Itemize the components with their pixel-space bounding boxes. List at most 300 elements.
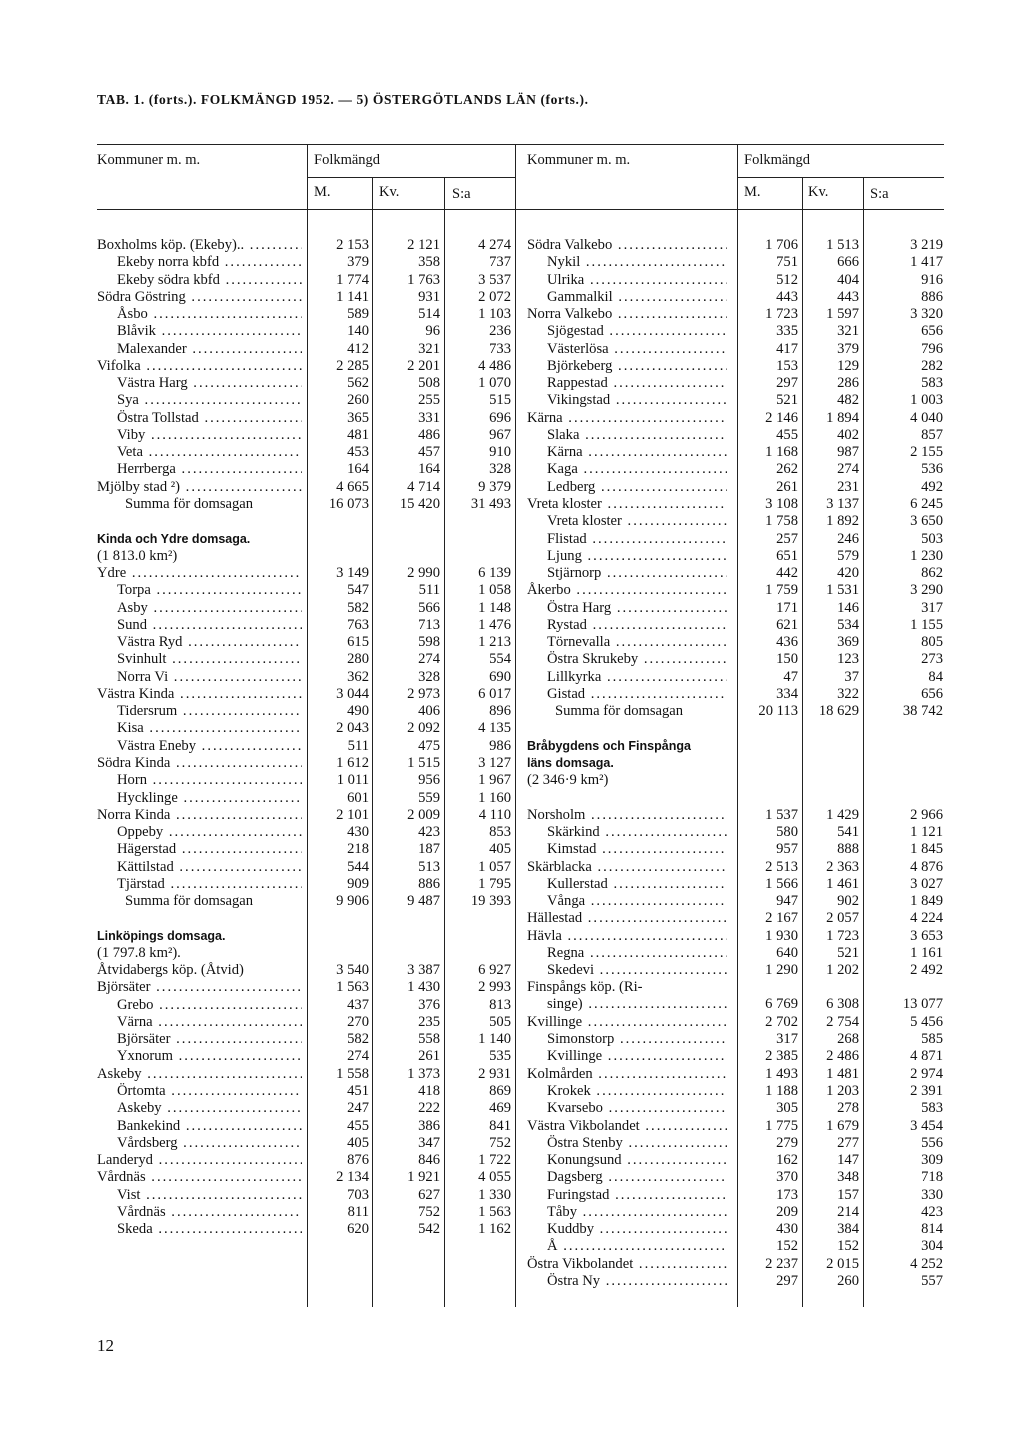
value-men: 4 665 — [336, 478, 369, 495]
value-men: 521 — [776, 392, 798, 409]
value-total: 503 — [921, 530, 943, 547]
table-row — [97, 444, 519, 461]
table-row — [527, 1169, 949, 1186]
value-women: 18 629 — [818, 703, 859, 720]
table-row — [527, 1118, 949, 1135]
table-row — [527, 1031, 949, 1048]
municipality-name: Björsäter ..... — [97, 979, 302, 996]
value-women: 152 — [837, 1238, 859, 1255]
value-women: 846 — [418, 1152, 440, 1169]
value-total: 1 103 — [478, 306, 511, 323]
table-row — [97, 738, 519, 755]
header-top-rule — [97, 144, 944, 145]
value-men: 620 — [347, 1221, 369, 1238]
municipality-name: Kuddby ..... — [547, 1221, 727, 1238]
value-total: 6 139 — [478, 565, 511, 582]
value-women: 358 — [418, 254, 440, 271]
value-men: 1 759 — [765, 582, 798, 599]
municipality-name: Mjölby stad ²) ..... — [97, 479, 302, 496]
value-women: 2 754 — [826, 1013, 859, 1030]
municipality-name: Norra Vi ..... — [117, 669, 302, 686]
municipality-name: Värna ..... — [117, 1014, 302, 1031]
value-total: 4 252 — [910, 1255, 943, 1272]
table-row — [527, 979, 949, 1014]
municipality-name: Vårdnäs ..... — [117, 1204, 302, 1221]
value-men: 2 513 — [765, 858, 798, 875]
header-folkmangd-left: Folkmängd — [314, 152, 381, 168]
value-men: 2 237 — [765, 1255, 798, 1272]
municipality-name: Södra Kinda ..... — [97, 755, 302, 772]
municipality-name: Björsäter ..... — [117, 1031, 302, 1048]
value-men: 305 — [776, 1100, 798, 1117]
value-women: 2 486 — [826, 1048, 859, 1065]
table-row — [527, 1152, 949, 1169]
table-row — [97, 928, 519, 945]
value-total: 1 563 — [478, 1203, 511, 1220]
section-heading: Kinda och Ydre domsaga. — [97, 531, 251, 546]
table-row — [527, 531, 949, 548]
table-row — [97, 1204, 519, 1221]
header-m-left: M. — [314, 184, 331, 200]
table-row — [97, 1100, 519, 1117]
municipality-name: Ledberg ..... — [547, 479, 727, 496]
value-total: 752 — [489, 1134, 511, 1151]
municipality-name: Södra Valkebo ..... — [527, 237, 727, 254]
municipality-name: Simonstorp ..... — [547, 1031, 727, 1048]
value-women: 129 — [837, 357, 859, 374]
table-row — [527, 513, 949, 530]
municipality-name: Kärna ..... — [547, 444, 727, 461]
value-men: 162 — [776, 1152, 798, 1169]
value-total: 4 274 — [478, 237, 511, 253]
municipality-name: Åkerbo ..... — [527, 582, 727, 599]
value-men: 621 — [776, 616, 798, 633]
value-men: 763 — [347, 616, 369, 633]
table-row — [527, 1135, 949, 1152]
value-women: 328 — [418, 668, 440, 685]
municipality-name: Krokek ..... — [547, 1083, 727, 1100]
value-total: 19 393 — [470, 893, 511, 910]
municipality-name: Åtvidabergs köp. (Åtvid) — [97, 962, 244, 979]
value-total: 814 — [921, 1221, 943, 1238]
municipality-name: Slaka ..... — [547, 427, 727, 444]
value-women: 384 — [837, 1221, 859, 1238]
municipality-name: Ulrika ..... — [547, 272, 727, 289]
value-total: 515 — [489, 392, 511, 409]
value-total: 304 — [921, 1238, 943, 1255]
value-women: 987 — [837, 444, 859, 461]
value-women: 1 921 — [407, 1169, 440, 1186]
value-total: 1 330 — [478, 1186, 511, 1203]
value-men: 365 — [347, 409, 369, 426]
value-men: 512 — [776, 271, 798, 288]
value-total: 2 391 — [910, 1083, 943, 1100]
value-women: 2 990 — [407, 565, 440, 582]
value-total: 2 966 — [910, 806, 943, 823]
value-total: 733 — [489, 340, 511, 357]
municipality-name: Södra Göstring ..... — [97, 289, 302, 306]
value-men: 1 612 — [336, 754, 369, 771]
value-men: 218 — [347, 841, 369, 858]
municipality-name: Torpa ..... — [117, 582, 302, 599]
municipality-name: Vist ..... — [117, 1187, 302, 1204]
value-women: 286 — [837, 375, 859, 392]
municipality-name: Regna ..... — [547, 945, 727, 962]
municipality-name: Landeryd ..... — [97, 1152, 302, 1169]
municipality-name: Asby ..... — [117, 600, 302, 617]
header-kommuner-right: Kommuner m. m. — [527, 152, 631, 168]
value-men: 547 — [347, 582, 369, 599]
municipality-name: Västra Ryd ..... — [117, 634, 302, 651]
value-total: 3 127 — [478, 754, 511, 771]
value-men: 957 — [776, 841, 798, 858]
value-women: 511 — [418, 582, 440, 599]
blank-row — [527, 720, 949, 737]
value-men: 153 — [776, 357, 798, 374]
value-total: 656 — [921, 685, 943, 702]
table-row — [97, 548, 519, 565]
municipality-name: Sya ..... — [117, 392, 302, 409]
value-women: 404 — [837, 271, 859, 288]
municipality-name: Sjögestad ..... — [547, 323, 727, 340]
value-women: 443 — [837, 288, 859, 305]
value-women: 268 — [837, 1031, 859, 1048]
municipality-name: Östra Vikbolandet ..... — [527, 1256, 727, 1273]
table-row — [97, 755, 519, 772]
table-row — [97, 634, 519, 651]
table-row — [527, 496, 949, 513]
table-row — [97, 824, 519, 841]
municipality-name: Askeby ..... — [97, 1066, 302, 1083]
value-women: 886 — [418, 875, 440, 892]
value-women: 508 — [418, 375, 440, 392]
value-women: 1 429 — [826, 806, 859, 823]
table-row — [527, 254, 949, 271]
value-women: 902 — [837, 893, 859, 910]
value-men: 261 — [776, 478, 798, 495]
section-area: (1 813.0 km²) — [97, 547, 178, 564]
value-women: 321 — [837, 323, 859, 340]
table-row — [97, 323, 519, 340]
municipality-name: Östra Skrukeby ..... — [547, 651, 727, 668]
value-women: 2 092 — [407, 720, 440, 737]
table-row — [527, 341, 949, 358]
value-total: 557 — [921, 1272, 943, 1289]
municipality-name: Tåby ..... — [547, 1204, 727, 1221]
value-men: 2 101 — [336, 806, 369, 823]
value-women: 558 — [418, 1031, 440, 1048]
table-row — [527, 651, 949, 668]
table-row — [97, 720, 519, 737]
value-total: 2 993 — [478, 979, 511, 996]
value-total: 1 230 — [910, 547, 943, 564]
municipality-name: Ydre ..... — [97, 565, 302, 582]
value-total: 1 140 — [478, 1031, 511, 1048]
value-men: 2 285 — [336, 357, 369, 374]
municipality-name: Vreta kloster ..... — [527, 496, 727, 513]
municipality-name: Nykil ..... — [547, 254, 727, 271]
municipality-name: Boxholms köp. (Ekeby).. ..... — [97, 237, 302, 254]
value-women: 1 679 — [826, 1117, 859, 1134]
value-women: 2 973 — [407, 685, 440, 702]
municipality-name: Tidersrum ..... — [117, 703, 302, 720]
value-men: 1 775 — [765, 1117, 798, 1134]
municipality-name: Malexander ..... — [117, 341, 302, 358]
municipality-name: Grebo ..... — [117, 997, 302, 1014]
value-total: 423 — [921, 1203, 943, 1220]
value-men: 430 — [347, 824, 369, 841]
table-row — [527, 358, 949, 375]
summa-label: Summa för domsagan — [125, 495, 254, 512]
value-women: 3 137 — [826, 495, 859, 512]
table-row — [97, 807, 519, 824]
municipality-name: Rappestad ..... — [547, 375, 727, 392]
value-total: 1 148 — [478, 599, 511, 616]
value-men: 150 — [776, 651, 798, 668]
table-row — [527, 928, 949, 945]
value-total: 1 967 — [478, 772, 511, 789]
table-row — [97, 358, 519, 375]
table-row — [527, 669, 949, 686]
summa-label: Summa för domsagan — [125, 893, 254, 910]
municipality-name: Törnevalla ..... — [547, 634, 727, 651]
section-heading: Linköpings domsaga. — [97, 928, 226, 943]
value-total: 469 — [489, 1100, 511, 1117]
table-row — [97, 392, 519, 409]
section-area: (1 797.8 km²). — [97, 944, 181, 961]
value-total: 6 927 — [478, 962, 511, 979]
municipality-name: Kvillinge ..... — [547, 1048, 727, 1065]
value-men: 20 113 — [758, 703, 798, 720]
value-men: 2 134 — [336, 1169, 369, 1186]
value-women: 9 487 — [407, 893, 440, 910]
value-total: 84 — [928, 668, 943, 685]
value-women: 627 — [418, 1186, 440, 1203]
table-row — [97, 1135, 519, 1152]
value-women: 598 — [418, 634, 440, 651]
municipality-name: Gistad ..... — [547, 686, 727, 703]
value-women: 1 597 — [826, 306, 859, 323]
value-men: 247 — [347, 1100, 369, 1117]
table-row — [527, 461, 949, 478]
table-row — [97, 237, 519, 254]
value-total: 505 — [489, 1013, 511, 1030]
value-women: 261 — [418, 1048, 440, 1065]
table-row — [527, 824, 949, 841]
value-total: 796 — [921, 340, 943, 357]
blank-row — [527, 790, 949, 807]
table-row — [97, 979, 519, 996]
value-total: 328 — [489, 461, 511, 478]
value-men: 370 — [776, 1169, 798, 1186]
value-women: 277 — [837, 1134, 859, 1151]
value-women: 347 — [418, 1134, 440, 1151]
table-row — [527, 893, 949, 910]
value-total: 5 456 — [910, 1013, 943, 1030]
municipality-name: Kvillinge ..... — [527, 1014, 727, 1031]
table-row — [97, 1083, 519, 1100]
value-total: 38 742 — [902, 703, 943, 720]
value-women: 542 — [418, 1221, 440, 1238]
value-women: 278 — [837, 1100, 859, 1117]
value-total: 1 795 — [478, 875, 511, 892]
municipality-name: Östra Ny ..... — [547, 1273, 727, 1290]
value-women: 486 — [418, 426, 440, 443]
value-total: 916 — [921, 271, 943, 288]
value-total: 31 493 — [470, 495, 511, 512]
table-row — [527, 703, 949, 720]
value-men: 582 — [347, 599, 369, 616]
value-women: 187 — [418, 841, 440, 858]
value-women: 1 723 — [826, 927, 859, 944]
table-row — [97, 876, 519, 893]
value-women: 157 — [837, 1186, 859, 1203]
header-kv-right: Kv. — [808, 184, 829, 200]
municipality-name-cont: singe) ..... — [547, 996, 727, 1013]
section-area: (2 346·9 km²) — [527, 772, 609, 789]
value-women: 666 — [837, 254, 859, 271]
value-total: 1 849 — [910, 893, 943, 910]
value-total: 862 — [921, 565, 943, 582]
value-men: 209 — [776, 1203, 798, 1220]
municipality-name: Ekeby norra kbfd ..... — [117, 254, 302, 271]
value-women: 348 — [837, 1169, 859, 1186]
table-row — [527, 1204, 949, 1221]
value-women: 274 — [418, 651, 440, 668]
value-total: 4 871 — [910, 1048, 943, 1065]
table-row — [527, 289, 949, 306]
value-men: 2 385 — [765, 1048, 798, 1065]
value-total: 4 876 — [910, 858, 943, 875]
municipality-name: Skeda ..... — [117, 1221, 302, 1238]
value-total: 556 — [921, 1134, 943, 1151]
value-total: 853 — [489, 824, 511, 841]
value-women: 1 481 — [826, 1065, 859, 1082]
value-total: 317 — [921, 599, 943, 616]
table-row — [97, 686, 519, 703]
value-women: 956 — [418, 772, 440, 789]
value-men: 1 930 — [765, 927, 798, 944]
municipality-name: Kisa ..... — [117, 720, 302, 737]
municipality-name: Västra Harg ..... — [117, 375, 302, 392]
value-women: 888 — [837, 841, 859, 858]
value-women: 331 — [418, 409, 440, 426]
value-men: 317 — [776, 1031, 798, 1048]
value-men: 455 — [347, 1117, 369, 1134]
value-total: 1 057 — [478, 858, 511, 875]
table-row — [527, 859, 949, 876]
value-total: 2 974 — [910, 1065, 943, 1082]
value-women: 369 — [837, 634, 859, 651]
table-row — [527, 1066, 949, 1083]
table-row — [97, 772, 519, 789]
value-men: 1 566 — [765, 875, 798, 892]
value-total: 583 — [921, 1100, 943, 1117]
value-women: 2 121 — [407, 237, 440, 253]
value-women: 418 — [418, 1083, 440, 1100]
value-total: 405 — [489, 841, 511, 858]
municipality-name: Norsholm ..... — [527, 807, 727, 824]
value-men: 442 — [776, 565, 798, 582]
municipality-name: Skärkind ..... — [547, 824, 727, 841]
municipality-name: Östra Tollstad ..... — [117, 410, 302, 427]
value-men: 1 290 — [765, 962, 798, 979]
municipality-name: Horn ..... — [117, 772, 302, 789]
table-row — [97, 479, 519, 496]
value-total: 896 — [489, 703, 511, 720]
municipality-name: Yxnorum ..... — [117, 1048, 302, 1065]
value-men: 562 — [347, 375, 369, 392]
value-women: 379 — [837, 340, 859, 357]
table-row — [527, 272, 949, 289]
value-women: 541 — [837, 824, 859, 841]
value-women: 1 203 — [826, 1083, 859, 1100]
table-row — [97, 582, 519, 599]
table-row — [97, 1169, 519, 1186]
municipality-name: Hycklinge ..... — [117, 790, 302, 807]
value-women: 2 057 — [826, 910, 859, 927]
value-men: 2 153 — [336, 237, 369, 253]
table-row — [97, 997, 519, 1014]
value-men: 297 — [776, 1272, 798, 1289]
value-women: 2 201 — [407, 357, 440, 374]
municipality-name: Blåvik ..... — [117, 323, 302, 340]
value-total: 718 — [921, 1169, 943, 1186]
value-men: 274 — [347, 1048, 369, 1065]
municipality-name: Kärna ..... — [527, 410, 727, 427]
table-row — [527, 1273, 949, 1290]
value-total: 2 155 — [910, 444, 943, 461]
table-row — [527, 479, 949, 496]
header-mid-rule-left — [307, 177, 515, 178]
value-women: 513 — [418, 858, 440, 875]
value-men: 262 — [776, 461, 798, 478]
value-women: 1 430 — [407, 979, 440, 996]
value-women: 2 363 — [826, 858, 859, 875]
table-row — [97, 1014, 519, 1031]
municipality-name: Östra Stenby ..... — [547, 1135, 727, 1152]
value-women: 534 — [837, 616, 859, 633]
municipality-name: Vårdsberg ..... — [117, 1135, 302, 1152]
section-heading: läns domsaga. — [527, 755, 614, 770]
value-total: 1 476 — [478, 616, 511, 633]
table-row — [527, 772, 949, 789]
municipality-name: Västra Vikbolandet ..... — [527, 1118, 727, 1135]
value-women: 214 — [837, 1203, 859, 1220]
table-row — [527, 237, 949, 254]
municipality-name: Åsbo ..... — [117, 306, 302, 323]
value-men: 811 — [347, 1203, 369, 1220]
municipality-name: Norra Valkebo ..... — [527, 306, 727, 323]
table-row — [97, 427, 519, 444]
header-bottom-rule — [97, 209, 944, 210]
value-total: 3 454 — [910, 1117, 943, 1134]
value-women: 15 420 — [399, 495, 440, 512]
value-women: 1 202 — [826, 962, 859, 979]
value-men: 947 — [776, 893, 798, 910]
value-women: 235 — [418, 1013, 440, 1030]
municipality-name: Askeby ..... — [117, 1100, 302, 1117]
value-women: 402 — [837, 426, 859, 443]
page-number: 12 — [97, 1336, 114, 1355]
table-row — [97, 703, 519, 720]
value-women: 246 — [837, 530, 859, 547]
value-women: 406 — [418, 703, 440, 720]
value-women: 96 — [425, 323, 440, 340]
table-row — [97, 962, 519, 979]
value-women: 1 531 — [826, 582, 859, 599]
value-women: 2 009 — [407, 806, 440, 823]
